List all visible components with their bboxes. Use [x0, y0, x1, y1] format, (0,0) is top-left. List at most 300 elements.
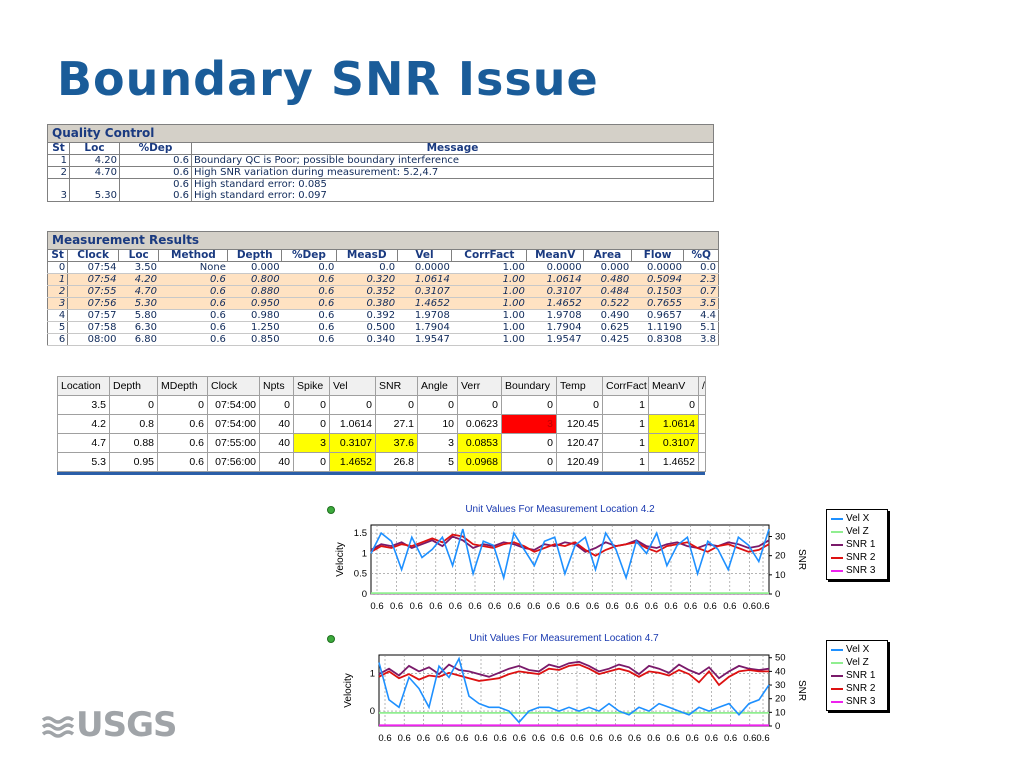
legend-label: Vel X	[846, 513, 870, 524]
mr-cell: 1.00	[452, 310, 527, 322]
mr-cell: 4.4	[684, 310, 719, 322]
ref-cell[interactable]: 1	[603, 415, 649, 434]
legend-swatch	[831, 531, 843, 533]
mr-cell: 1	[48, 274, 68, 286]
legend-label: SNR 2	[846, 552, 876, 563]
legend-label: SNR 1	[846, 670, 876, 681]
mr-cell: 0.6	[282, 310, 337, 322]
mr-cell: 2.3	[684, 274, 719, 286]
ref-cell[interactable]: 4.7	[58, 434, 110, 453]
qc-cell: High standard error: 0.097	[192, 190, 714, 202]
x-tick-label: 0.6	[429, 601, 443, 612]
ref-col-header[interactable]: CorrFact	[603, 377, 649, 396]
y-tick-label: 0	[369, 706, 375, 718]
y2-axis-label: SNR	[796, 548, 807, 571]
legend-label: SNR 3	[846, 565, 876, 576]
ref-col-header[interactable]: Npts	[260, 377, 294, 396]
y2-tick-label: 10	[775, 707, 786, 719]
y2-tick-label: 40	[775, 666, 786, 678]
mr-cell: 0.0	[336, 262, 397, 274]
ref-cell[interactable]: 1.0614	[330, 415, 376, 434]
ref-col-header[interactable]: Boundary	[502, 377, 557, 396]
chart-location-4-7-svg	[325, 630, 825, 755]
qc-cell	[48, 179, 70, 191]
mr-cell: 0.0000	[631, 262, 684, 274]
legend-swatch	[831, 544, 843, 546]
qc-cell: 4.70	[70, 167, 120, 179]
mr-row[interactable]	[48, 262, 719, 274]
qc-cell: 2	[48, 167, 70, 179]
ref-cell[interactable]: 0	[110, 396, 158, 415]
x-tick-label: 0.6	[378, 733, 392, 744]
ref-cell[interactable]: 40	[260, 434, 294, 453]
mr-row[interactable]	[48, 322, 719, 334]
ref-cell[interactable]: 1	[603, 396, 649, 415]
ref-cell[interactable]: 0	[649, 396, 699, 415]
ref-cell[interactable]: 1	[603, 453, 649, 472]
mr-cell: 0.6	[159, 274, 228, 286]
ref-cell[interactable]: 0.0623	[458, 415, 502, 434]
ref-cell[interactable]: 0	[260, 396, 294, 415]
ref-col-header[interactable]: Spike	[294, 377, 330, 396]
x-tick-label: 0.6	[570, 733, 584, 744]
ref-cell[interactable]: 0.6	[158, 453, 208, 472]
mr-cell: 07:57	[68, 310, 119, 322]
qc-col-header[interactable]: Message	[192, 143, 714, 155]
x-tick-label: 0.6	[397, 733, 411, 744]
qc-cell: 4.20	[70, 155, 120, 167]
mr-cell: 0.000	[584, 262, 632, 274]
mr-cell: 0.6	[282, 298, 337, 310]
ref-cell[interactable]: 0.0968	[458, 453, 502, 472]
ref-cell[interactable]: 40	[260, 415, 294, 434]
ref-cell[interactable]: 3	[502, 415, 557, 434]
ref-cell[interactable]: 1.4652	[330, 453, 376, 472]
mr-cell: 1.00	[452, 298, 527, 310]
ref-cell[interactable]: 0	[294, 396, 330, 415]
qc-cell: Boundary QC is Poor; possible boundary interference	[192, 155, 714, 167]
legend-label: Vel Z	[846, 657, 869, 668]
legend-item	[831, 512, 883, 525]
chart-location-4-7-legend	[826, 640, 888, 711]
mr-cell: 0.7655	[631, 298, 684, 310]
x-tick-label: 0.6	[493, 733, 507, 744]
x-tick-label: 0.6	[756, 733, 770, 744]
ref-col-header[interactable]: Location	[58, 377, 110, 396]
legend-item	[831, 682, 883, 695]
ref-cell[interactable]: 0	[158, 396, 208, 415]
mr-row[interactable]	[48, 286, 719, 298]
ref-cell[interactable]: 0	[502, 434, 557, 453]
x-tick-label: 0.6	[389, 601, 404, 612]
x-tick-label: 0.6	[742, 601, 757, 612]
qc-row[interactable]	[48, 190, 714, 202]
mr-cell: 5	[48, 322, 68, 334]
ref-cell[interactable]: 3	[418, 434, 458, 453]
mr-cell: 6	[48, 334, 68, 346]
ref-cell[interactable]: 27.1	[376, 415, 418, 434]
ref-row[interactable]	[58, 396, 706, 415]
mr-cell: 0.392	[336, 310, 397, 322]
x-tick-label: 0.6	[589, 733, 603, 744]
x-tick-label: 0.6	[551, 733, 565, 744]
mr-cell: 0.0	[684, 262, 719, 274]
chart-title: Unit Values For Measurement Location 4.2	[465, 504, 655, 515]
qc-row[interactable]	[48, 179, 714, 191]
y-axis-label: Velocity	[343, 673, 354, 708]
y-tick-label: 1.5	[353, 528, 367, 540]
mr-cell: 4.70	[118, 286, 159, 298]
mr-row[interactable]	[48, 310, 719, 322]
quality-control-title: Quality Control	[47, 124, 714, 142]
qc-cell: 3	[48, 190, 70, 202]
ref-cell[interactable]: 0	[294, 415, 330, 434]
x-tick-label: 0.6	[474, 733, 488, 744]
x-tick-label: 0.6	[664, 601, 678, 612]
qc-cell: 1	[48, 155, 70, 167]
mr-cell: 0.6	[282, 286, 337, 298]
y-tick-label: 0	[361, 589, 367, 600]
x-tick-label: 0.6	[585, 601, 600, 612]
mr-cell: 1.00	[452, 334, 527, 346]
mr-col-header[interactable]: %Dep	[282, 250, 337, 262]
mr-cell: 0.3107	[397, 286, 452, 298]
ref-col-header[interactable]: Angle	[418, 377, 458, 396]
mr-cell: 0.6	[282, 274, 337, 286]
x-tick-label: 0.6	[566, 601, 580, 612]
qc-cell: High SNR variation during measurement: 5.2,4.7	[192, 167, 714, 179]
legend-label: SNR 2	[846, 683, 876, 694]
mr-cell: 0.000	[228, 262, 282, 274]
quality-control-panel	[47, 124, 714, 202]
mr-cell: 0.880	[228, 286, 282, 298]
mr-cell: 0.380	[336, 298, 397, 310]
ref-cell[interactable]: 0.3107	[330, 434, 376, 453]
mr-cell: 1.00	[452, 322, 527, 334]
legend-swatch	[831, 649, 843, 651]
mr-cell: 0.8308	[631, 334, 684, 346]
mr-cell: 0.352	[336, 286, 397, 298]
ref-cell[interactable]: 10	[418, 415, 458, 434]
x-tick-label: 0.6	[703, 601, 717, 612]
legend-swatch	[831, 518, 843, 520]
ref-row[interactable]	[58, 434, 706, 453]
qc-col-header[interactable]: St	[48, 143, 70, 155]
chart-title: Unit Values For Measurement Location 4.7	[469, 633, 659, 644]
x-tick-label: 0.6	[448, 601, 463, 612]
mr-cell: 5.80	[118, 310, 159, 322]
y2-tick-label: 20	[775, 550, 786, 562]
mr-cell: 1.9547	[397, 334, 452, 346]
ref-cell[interactable]: 120.49	[557, 453, 603, 472]
mr-cell: 3	[48, 298, 68, 310]
mr-cell: 0.6	[159, 334, 228, 346]
mr-cell: 0.800	[228, 274, 282, 286]
mr-cell: 07:56	[68, 298, 119, 310]
legend-swatch	[831, 701, 843, 703]
mr-cell: 1.7904	[527, 322, 584, 334]
ref-cell[interactable]: 0.95	[110, 453, 158, 472]
mr-row[interactable]	[48, 298, 719, 310]
qc-row[interactable]	[48, 167, 714, 179]
legend-item	[831, 551, 883, 564]
usgs-logo	[42, 705, 177, 745]
ref-cell[interactable]: 0	[376, 396, 418, 415]
ref-cell[interactable]: 120.47	[557, 434, 603, 453]
ref-cell[interactable]: 0	[502, 396, 557, 415]
ref-cell[interactable]: 0.3107	[649, 434, 699, 453]
mr-cell: 5.30	[118, 298, 159, 310]
ref-row[interactable]	[58, 415, 706, 434]
x-tick-label: 0.6	[546, 601, 561, 612]
y-axis-label: Velocity	[335, 542, 346, 577]
mr-cell: 0.340	[336, 334, 397, 346]
measurement-results-panel	[47, 231, 719, 346]
ref-col-header[interactable]: MDepth	[158, 377, 208, 396]
ref-cell[interactable]: 0	[294, 453, 330, 472]
ref-row[interactable]	[58, 453, 706, 472]
legend-item	[831, 538, 883, 551]
mr-cell: 0.0000	[527, 262, 584, 274]
ref-cell[interactable]: 4.2	[58, 415, 110, 434]
legend-swatch	[831, 662, 843, 664]
mr-cell: 1.7904	[397, 322, 452, 334]
mr-cell: 0.6	[159, 298, 228, 310]
mr-col-header[interactable]: Area	[584, 250, 632, 262]
legend-swatch	[831, 557, 843, 559]
ref-cell[interactable]: 07:55:00	[208, 434, 260, 453]
mr-cell: 07:55	[68, 286, 119, 298]
y-tick-label: 0.5	[353, 568, 367, 580]
ref-cell[interactable]: 0.88	[110, 434, 158, 453]
mr-cell: 0.480	[584, 274, 632, 286]
mr-cell: 07:58	[68, 322, 119, 334]
qc-cell: 0.6	[120, 190, 192, 202]
mr-col-header[interactable]: MeanV	[527, 250, 584, 262]
mr-cell: 0.6	[282, 334, 337, 346]
chart-location-4-2-legend	[826, 509, 888, 580]
mr-cell: 1.9547	[527, 334, 584, 346]
mr-cell: 0.5094	[631, 274, 684, 286]
mr-cell: 1.9708	[527, 310, 584, 322]
mr-col-header[interactable]: Vel	[397, 250, 452, 262]
x-tick-label: 0.6	[644, 601, 659, 612]
mr-cell: 1.250	[228, 322, 282, 334]
mr-cell: 1.1190	[631, 322, 684, 334]
ref-cell[interactable]: 26.8	[376, 453, 418, 472]
ref-cell[interactable]: 07:56:00	[208, 453, 260, 472]
usgs-waves-icon	[42, 714, 74, 740]
y2-axis-label: SNR	[796, 679, 807, 702]
mr-cell: 0.6	[159, 310, 228, 322]
x-tick-label: 0.6	[527, 601, 541, 612]
y2-tick-label: 30	[775, 531, 786, 543]
ref-col-header[interactable]: MeanV	[649, 377, 699, 396]
ref-cell[interactable]: 3	[294, 434, 330, 453]
mr-cell: 0.0000	[397, 262, 452, 274]
y-tick-label: 1	[361, 548, 367, 560]
mr-cell: 07:54	[68, 262, 119, 274]
ref-cell[interactable]: 0	[458, 396, 502, 415]
ref-cell[interactable]: 1.0614	[649, 415, 699, 434]
ref-col-header[interactable]: Verr	[458, 377, 502, 396]
x-tick-label: 0.6	[468, 601, 482, 612]
legend-label: Vel Z	[846, 526, 869, 537]
ref-col-header[interactable]: /	[699, 377, 706, 396]
mr-cell: 0.6	[159, 322, 228, 334]
ref-cell[interactable]: 0	[557, 396, 603, 415]
qc-cell	[70, 179, 120, 191]
ref-cell[interactable]: 5	[418, 453, 458, 472]
ref-cell[interactable]	[699, 396, 706, 415]
mr-cell: 0.980	[228, 310, 282, 322]
mr-cell: 0.625	[584, 322, 632, 334]
y2-tick-label: 10	[775, 569, 786, 581]
mr-col-header[interactable]: Depth	[228, 250, 282, 262]
mr-cell: 1.9708	[397, 310, 452, 322]
legend-label: SNR 1	[846, 539, 876, 550]
y2-tick-label: 0	[775, 721, 781, 732]
mr-col-header[interactable]: St	[48, 250, 68, 262]
mr-cell: 4.20	[118, 274, 159, 286]
usgs-logo-text: USGS	[76, 705, 177, 745]
legend-swatch	[831, 688, 843, 690]
mr-cell: 0.522	[584, 298, 632, 310]
ref-col-header[interactable]: Vel	[330, 377, 376, 396]
mr-cell: 0.1503	[631, 286, 684, 298]
mr-cell: 1.4652	[527, 298, 584, 310]
qc-col-header[interactable]: %Dep	[120, 143, 192, 155]
mr-cell: 0	[48, 262, 68, 274]
qc-cell: 0.6	[120, 167, 192, 179]
ref-cell[interactable]: 0	[330, 396, 376, 415]
measurement-results-title: Measurement Results	[47, 231, 719, 249]
x-tick-label: 0.6	[605, 601, 619, 612]
status-dot-icon	[328, 507, 335, 514]
ref-cell[interactable]: 1.4652	[649, 453, 699, 472]
x-tick-label: 0.6	[723, 601, 737, 612]
location-data-grid	[57, 376, 705, 475]
x-tick-label: 0.6	[625, 601, 639, 612]
ref-cell[interactable]	[699, 434, 706, 453]
mr-cell: 0.320	[336, 274, 397, 286]
x-tick-label: 0.6	[487, 601, 502, 612]
mr-cell: 4	[48, 310, 68, 322]
ref-cell[interactable]: 0	[502, 453, 557, 472]
ref-cell[interactable]	[699, 415, 706, 434]
ref-cell[interactable]: 1	[603, 434, 649, 453]
x-tick-label: 0.6	[743, 733, 757, 744]
x-tick-label: 0.6	[666, 733, 680, 744]
mr-row[interactable]	[48, 334, 719, 346]
mr-col-header[interactable]: CorrFact	[452, 250, 527, 262]
ref-cell[interactable]: 3.5	[58, 396, 110, 415]
mr-cell: 3.8	[684, 334, 719, 346]
ref-cell[interactable]: 37.6	[376, 434, 418, 453]
mr-row[interactable]	[48, 274, 719, 286]
ref-cell[interactable]: 07:54:00	[208, 415, 260, 434]
y-tick-label: 1	[369, 668, 375, 680]
quality-control-table	[47, 142, 714, 202]
qc-cell: 0.6	[120, 179, 192, 191]
mr-cell: 5.1	[684, 322, 719, 334]
ref-col-header[interactable]: Clock	[208, 377, 260, 396]
x-tick-label: 0.6	[455, 733, 469, 744]
x-tick-label: 0.6	[608, 733, 623, 744]
ref-cell[interactable]: 0.6	[158, 415, 208, 434]
y2-tick-label: 0	[775, 589, 781, 600]
mr-col-header[interactable]: Loc	[118, 250, 159, 262]
ref-cell[interactable]: 07:54:00	[208, 396, 260, 415]
ref-col-header[interactable]: SNR	[376, 377, 418, 396]
x-tick-label: 0.6	[531, 733, 546, 744]
mr-col-header[interactable]: MeasD	[336, 250, 397, 262]
ref-cell[interactable]: 40	[260, 453, 294, 472]
mr-cell: 2	[48, 286, 68, 298]
mr-cell: 0.490	[584, 310, 632, 322]
mr-col-header[interactable]: Flow	[631, 250, 684, 262]
mr-cell: 0.500	[336, 322, 397, 334]
mr-cell: 3.5	[684, 298, 719, 310]
legend-item	[831, 669, 883, 682]
mr-cell: None	[159, 262, 228, 274]
ref-cell[interactable]: 0.6	[158, 434, 208, 453]
ref-col-header[interactable]: Temp	[557, 377, 603, 396]
mr-col-header[interactable]: Method	[159, 250, 228, 262]
qc-row[interactable]	[48, 155, 714, 167]
ref-cell[interactable]: 120.45	[557, 415, 603, 434]
ref-cell[interactable]: 0.0853	[458, 434, 502, 453]
mr-col-header[interactable]: Clock	[68, 250, 119, 262]
chart-location-4-7	[325, 630, 825, 755]
ref-cell[interactable]: 5.3	[58, 453, 110, 472]
ref-cell[interactable]: 0.8	[110, 415, 158, 434]
mr-cell: 0.3107	[527, 286, 584, 298]
ref-cell[interactable]: 0	[418, 396, 458, 415]
legend-item	[831, 643, 883, 656]
y2-tick-label: 50	[775, 652, 786, 664]
status-dot-icon	[328, 636, 335, 643]
mr-cell: 0.425	[584, 334, 632, 346]
x-tick-label: 0.6	[756, 601, 770, 612]
ref-col-header[interactable]: Depth	[110, 377, 158, 396]
ref-cell[interactable]	[699, 453, 706, 472]
qc-col-header[interactable]: Loc	[70, 143, 120, 155]
x-tick-label: 0.6	[409, 601, 423, 612]
mr-cell: 0.9657	[631, 310, 684, 322]
mr-cell: 0.7	[684, 286, 719, 298]
x-tick-label: 0.6	[683, 601, 698, 612]
legend-swatch	[831, 570, 843, 572]
x-tick-label: 0.6	[507, 601, 521, 612]
mr-cell: 1.4652	[397, 298, 452, 310]
legend-label: SNR 3	[846, 696, 876, 707]
x-tick-label: 0.6	[723, 733, 738, 744]
x-tick-label: 0.6	[416, 733, 431, 744]
qc-cell: 0.6	[120, 155, 192, 167]
x-tick-label: 0.6	[370, 601, 384, 612]
x-tick-label: 0.6	[435, 733, 450, 744]
qc-cell: High standard error: 0.085	[192, 179, 714, 191]
legend-item	[831, 656, 883, 669]
mr-cell: 07:54	[68, 274, 119, 286]
mr-cell: 6.30	[118, 322, 159, 334]
mr-cell: 0.484	[584, 286, 632, 298]
mr-cell: 0.850	[228, 334, 282, 346]
legend-item	[831, 695, 883, 708]
x-tick-label: 0.6	[704, 733, 719, 744]
mr-col-header[interactable]: %Q	[684, 250, 719, 262]
